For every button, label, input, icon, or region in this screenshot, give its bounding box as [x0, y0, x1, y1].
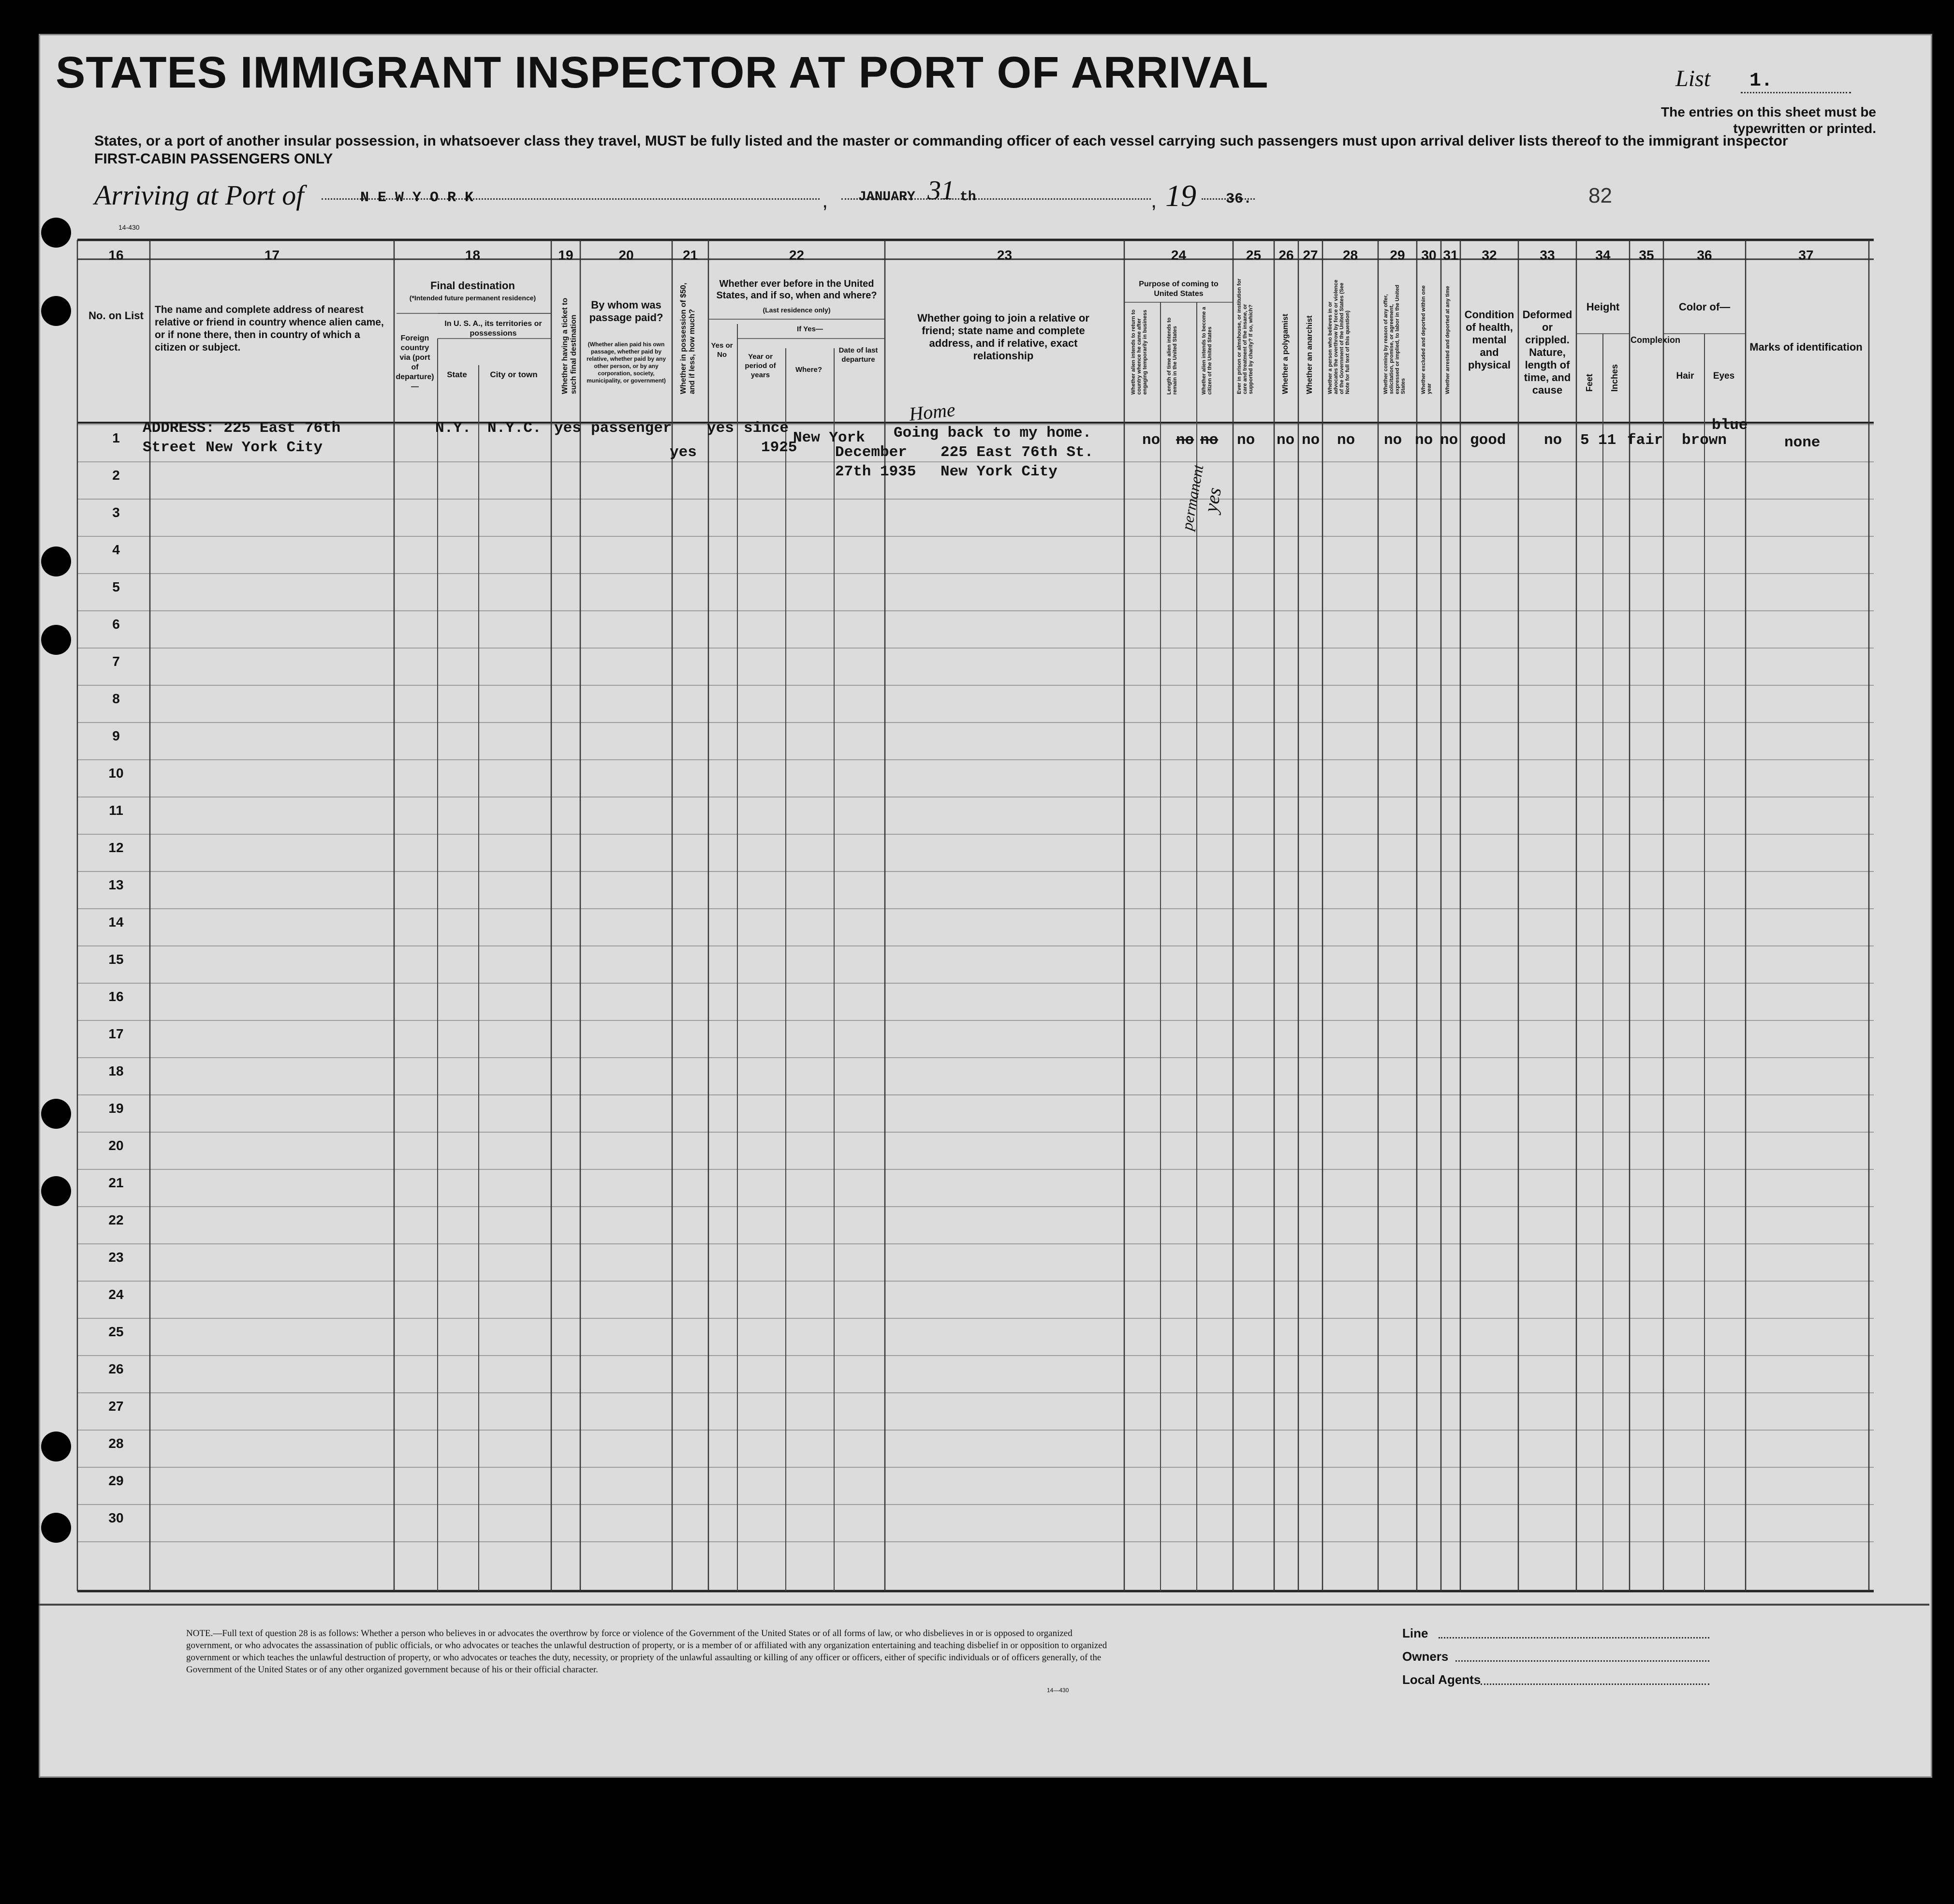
- row-number: 14: [108, 915, 124, 930]
- colnum-37: 37: [1798, 248, 1814, 263]
- colnum-27: 27: [1303, 248, 1318, 263]
- row-number: 17: [108, 1026, 124, 1041]
- city-value: N.Y.C.: [487, 420, 542, 437]
- binder-hole: [41, 625, 71, 655]
- list-number: 1.: [1741, 70, 1851, 93]
- binder-hole: [41, 546, 71, 576]
- row-number: 9: [112, 728, 120, 743]
- colnum-19: 19: [558, 248, 573, 263]
- row-number: 30: [108, 1510, 124, 1525]
- citizen-handwritten: yes: [1199, 486, 1226, 514]
- header-return-intent: Whether alien intends to return to country whence he came after engaging temporarily in business: [1131, 309, 1148, 395]
- colnum-24: 24: [1171, 248, 1187, 263]
- marks-value: none: [1784, 434, 1821, 451]
- join-handwritten: Home: [908, 399, 956, 425]
- address-line-1: ADDRESS: 225 East 76th: [143, 420, 341, 437]
- row-number: 11: [109, 803, 123, 818]
- header-state: State: [447, 370, 467, 379]
- header-purpose: Purpose of coming to United States: [1139, 280, 1219, 298]
- agents-field: [1481, 1683, 1709, 1685]
- header-fifty-dollars: Whether in possession of $50, and if less, how much?: [679, 282, 696, 394]
- question-28-note: NOTE.—Full text of question 28 is as follows: Whether a person who believes in or advocates the overthrow by force or violence of the Government of the United States or of all forms of law, or who disbelieves in or is opposed to organized government, or who advocates the assassination of public officials, or who advocates or teaches the unlawful destruction of property, or is a member of or affiliated with any organization entertaining and teaching disbelief in or opposition to organized government or which teaches the unlawful destruction of property, or who advocates or teaches the duty, necessity, or propriety of the unlawful assaulting or killing of any officer or officers, either of specific individuals or of officers generally, of the Government of the United States or of any other organized government because of his or their official character.: [186, 1628, 1107, 1675]
- header-departure: Date of last departure: [838, 346, 878, 364]
- entries-note: The entries on this sheet must be typewritten or printed.: [1661, 104, 1876, 136]
- colnum-34: 34: [1595, 248, 1611, 263]
- row-number: 20: [108, 1138, 124, 1153]
- where-value: New York: [793, 429, 865, 446]
- arrested-value: no: [1440, 432, 1458, 449]
- row-number: 6: [112, 617, 120, 632]
- fifty-dollars-value: yes: [670, 444, 697, 461]
- line-label: Line: [1402, 1626, 1428, 1640]
- binder-hole: [41, 1432, 71, 1461]
- header-last-residence: (Last residence only): [763, 306, 831, 314]
- header-in-usa: In U. S. A., its territories or possessions: [444, 320, 542, 338]
- header-inches: Inches: [1610, 364, 1619, 392]
- form-title: STATES IMMIGRANT INSPECTOR AT PORT OF ARRIVAL: [56, 48, 1269, 97]
- excluded-value: no: [1415, 432, 1433, 449]
- header-eyes: Eyes: [1713, 371, 1735, 381]
- header-excluded: Whether excluded and deported within one year: [1421, 285, 1432, 394]
- colnum-25: 25: [1246, 248, 1262, 263]
- colnum-20: 20: [618, 248, 634, 263]
- header-hair: Hair: [1676, 371, 1694, 381]
- row-number: 1: [112, 430, 120, 445]
- header-complexion: Complexion: [1631, 335, 1681, 345]
- colnum-17: 17: [264, 248, 280, 263]
- colnum-21: 21: [682, 248, 698, 263]
- comma: ,: [822, 189, 828, 212]
- header-join-relative: Whether going to join a relative or friend; state name and complete address, and if relative, exact relationship: [917, 312, 1089, 362]
- colnum-36: 36: [1697, 248, 1712, 263]
- owners-label: Owners: [1402, 1649, 1449, 1664]
- agents-label: Local Agents: [1402, 1672, 1481, 1687]
- row-number: 13: [108, 877, 124, 892]
- polygamist-value: no: [1277, 432, 1295, 449]
- length-typed: no: [1176, 432, 1194, 449]
- header-deformed: Deformed or crippled. Nature, length of time, and cause: [1522, 309, 1572, 396]
- header-passage-paid: By whom was passage paid?: [589, 299, 663, 324]
- header-marks: Marks of identification: [1749, 341, 1863, 353]
- period-line-1: since: [744, 420, 789, 437]
- row-number: 29: [108, 1473, 124, 1488]
- header-color-of: Color of—: [1678, 301, 1731, 313]
- header-final-destination-note: (*Intended future permanent residence): [409, 294, 536, 302]
- purpose-value: no: [1142, 432, 1161, 449]
- anarchist-value: no: [1302, 432, 1320, 449]
- binder-hole: [41, 1513, 71, 1543]
- header-polygamist: Whether a polygamist: [1281, 313, 1290, 394]
- eyes-value: blue: [1712, 417, 1748, 434]
- hair-value: brown: [1682, 432, 1727, 449]
- year-prefix: 19: [1165, 178, 1196, 213]
- header-offer: Whether coming by reason of any offer, solicitation, promise, or agreement, expressed or implied, to labor in the United States: [1383, 284, 1406, 394]
- header-anarchist: Whether an anarchist: [1306, 315, 1314, 394]
- header-period: Year or period of years: [745, 353, 776, 379]
- row-number: 21: [108, 1175, 124, 1190]
- join-line-1: Going back to my home.: [894, 425, 1092, 442]
- header-passage-note: (Whether alien paid his own passage, whether paid by relative, whether paid by any other person, or by any corporation, society, municipality, or government): [586, 341, 666, 384]
- join-line-2: 225 East 76th St.: [940, 444, 1094, 461]
- complexion-value: fair: [1627, 432, 1663, 449]
- colnum-32: 32: [1482, 248, 1497, 263]
- header-citizen-intent: Whether alien intends to become a citizen of the United States: [1201, 307, 1213, 395]
- address-line-2: Street New York City: [143, 439, 323, 456]
- ticket-value: yes: [554, 420, 581, 437]
- row-number: 23: [108, 1250, 124, 1265]
- header-yes-no: Yes or No: [711, 341, 733, 359]
- colnum-29: 29: [1390, 248, 1405, 263]
- binder-hole: [41, 218, 71, 248]
- row-number: 24: [108, 1287, 124, 1302]
- header-city: City or town: [490, 370, 538, 379]
- year-suffix: 36.: [1226, 191, 1252, 207]
- row-number: 2: [112, 468, 120, 483]
- row-number: 15: [108, 952, 124, 967]
- health-value: good: [1470, 432, 1506, 449]
- header-ever-before: Whether ever before in the United States, and if so, when and where?: [716, 279, 877, 301]
- row-number: 7: [112, 654, 120, 669]
- binder-hole: [41, 1099, 71, 1129]
- row-number: 19: [108, 1101, 124, 1116]
- header-overthrow: Whether a person who believes in or advocates the overthrow by force or violence of the Government of the United States (See Note for full text of this question): [1327, 280, 1351, 394]
- row-number: 3: [112, 505, 120, 520]
- colnum-23: 23: [997, 248, 1013, 263]
- length-handwritten: permanent: [1178, 463, 1207, 531]
- arriving-label: Arriving at Port of: [94, 179, 304, 211]
- header-where: Where?: [795, 366, 822, 374]
- row-number: 18: [108, 1063, 124, 1078]
- row-number: 25: [108, 1324, 124, 1339]
- row-number: 8: [112, 691, 120, 706]
- binder-hole: [41, 1176, 71, 1206]
- header-no-on-list: No. on List: [88, 310, 144, 322]
- header-health: Condition of health, mental and physical: [1464, 309, 1514, 371]
- list-label: List: [1675, 66, 1711, 91]
- colnum-33: 33: [1540, 248, 1555, 263]
- row-number: 22: [108, 1212, 124, 1227]
- colnum-35: 35: [1639, 248, 1654, 263]
- form-instructions: States, or a port of another insular possession, in whatsoever class they travel, MUST be fully listed and the master or commanding officer of each vessel carrying such passengers must upon arrival deliver lists thereof to the immigrant inspector: [94, 133, 1788, 149]
- join-line-3: New York City: [940, 463, 1058, 480]
- line-field: [1439, 1637, 1709, 1638]
- colnum-26: 26: [1278, 248, 1294, 263]
- departure-line-2: 27th 1935: [835, 463, 916, 480]
- port-value: N E W Y O R K: [360, 190, 474, 206]
- colnum-22: 22: [789, 248, 805, 263]
- date-day-suffix: th: [960, 190, 976, 205]
- comma: ,: [1151, 189, 1157, 212]
- departure-line-1: December: [835, 444, 907, 461]
- row-number: 10: [108, 766, 124, 781]
- header-feet: Feet: [1585, 373, 1594, 392]
- owners-field: [1455, 1660, 1709, 1662]
- colnum-18: 18: [465, 248, 481, 263]
- header-nearest-relative: The name and complete address of nearest relative or friend in country whence alien came, or if none there, then in country of which a citizen or subject.: [155, 304, 384, 353]
- passage-value: passenger: [591, 420, 672, 437]
- deformed-value: no: [1544, 432, 1562, 449]
- binder-hole: [41, 296, 71, 326]
- colnum-30: 30: [1421, 248, 1437, 263]
- colnum-28: 28: [1342, 248, 1358, 263]
- row-number: 27: [108, 1399, 124, 1414]
- header-height: Height: [1586, 301, 1620, 313]
- date-month: JANUARY: [858, 190, 915, 205]
- feet-value: 5: [1580, 432, 1589, 449]
- row-number: 28: [108, 1436, 124, 1451]
- ever-before-value: yes: [707, 420, 734, 437]
- header-length-stay: Length of time alien intends to remain in the United States: [1166, 317, 1178, 395]
- prison-value: no: [1237, 432, 1255, 449]
- header-ticket: Whether having a ticket to such final destination: [561, 297, 578, 394]
- overthrow-value: no: [1337, 432, 1355, 449]
- header-foreign-country: Foreign country via (port of departure)—: [396, 334, 434, 391]
- header-if-yes: If Yes—: [797, 325, 823, 333]
- form-class: FIRST-CABIN PASSENGERS ONLY: [94, 151, 333, 167]
- row-number: 16: [108, 989, 124, 1004]
- header-prison: Ever in prison or almshouse, or institution for care and treatment of the insane, or supported by charity? If so, which?: [1236, 279, 1254, 394]
- state-value: N.Y.: [435, 420, 471, 437]
- row-number: 5: [112, 579, 120, 594]
- date-day-handwritten: 31: [927, 176, 955, 206]
- row-number: 26: [108, 1361, 124, 1376]
- offer-value: no: [1384, 432, 1402, 449]
- row-number: 4: [112, 542, 120, 557]
- header-final-destination: Final destination: [430, 280, 515, 292]
- form-code: 14-430: [118, 223, 140, 231]
- colnum-31: 31: [1443, 248, 1458, 263]
- row-number: 12: [108, 840, 124, 855]
- footer-form-code: 14—430: [1047, 1687, 1069, 1694]
- period-line-2: 1925: [761, 439, 797, 456]
- header-arrested: Whether arrested and deported at any time: [1445, 286, 1451, 394]
- colnum-16: 16: [108, 248, 124, 263]
- inches-value: 11: [1598, 432, 1616, 449]
- page-stamp: 82: [1588, 184, 1612, 207]
- citizen-typed: no: [1200, 432, 1219, 449]
